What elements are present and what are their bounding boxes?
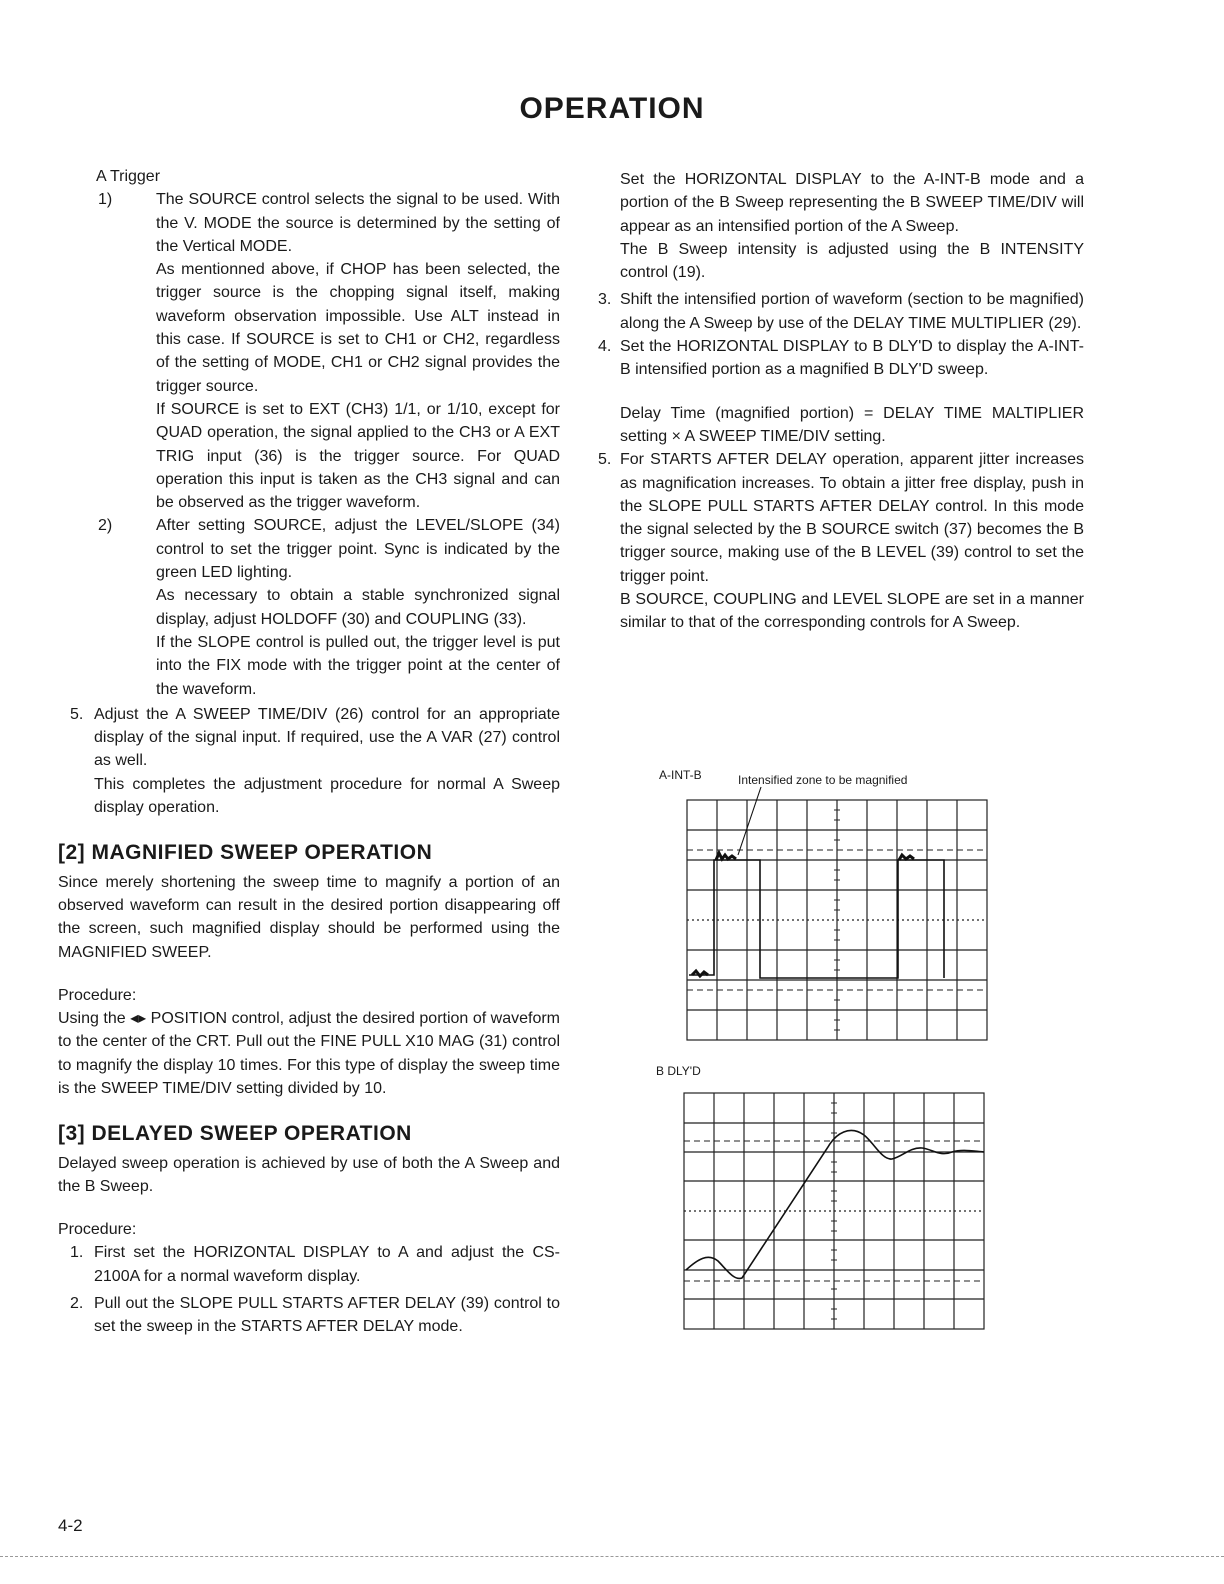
step-4 [598, 335, 1084, 382]
item-number: 3. [598, 291, 612, 309]
square-wave [689, 860, 944, 978]
paragraph: As mentionned above, if CHOP has been selected, the trigger source is the chopping signal itself, making waveform observation impossible. Use ALT instead in this case. If SOURCE is set to CH1 or CH2, regardless of the setting of MODE, CH1 or CH2 signal provides the trigger source. [156, 261, 560, 395]
magnified-waveform [686, 1131, 984, 1279]
paragraph: Since merely shortening the sweep time to magnify a portion of an observed waveform can result in the desired portion disappearing off the screen, such magnified display should be performed using the MAGNIFIED SWEEP. [58, 873, 560, 961]
paragraph: If SOURCE is set to EXT (CH3) 1/1, or 1/10, except for QUAD operation, the signal applied to the CH3 or A EXT TRIG input (36) is the trigger source. For QUAD operation this input is taken as the CH3 signal and can be observed as the trigger waveform. [156, 400, 560, 512]
left-column [58, 165, 560, 1339]
page-number: 4-2 [58, 1516, 83, 1535]
item-number: 1) [98, 191, 113, 209]
intensified-zone [716, 853, 736, 860]
annotation-leader [738, 787, 761, 855]
paragraph: Shift the intensified portion of waveform (section to be magnified) along the A Sweep by use of the DELAY TIME MULTIPLIER (29). [620, 291, 1084, 332]
paragraph: If the SLOPE control is pulled out, the trigger level is put into the FIX mode with the trigger point at the center of the waveform. [156, 633, 560, 698]
section-heading: [3] DELAYED SWEEP OPERATION [58, 1122, 412, 1146]
figure-label-b-dlyd: B DLY'D [656, 1064, 701, 1078]
figure-annotation: Intensified zone to be magnified [738, 773, 908, 787]
paragraph: As necessary to obtain a stable synchronized signal display, adjust HOLDOFF (30) and COUPLING (33). [156, 587, 560, 628]
a-int-b-waveform-figure [680, 785, 995, 1045]
b-dlyd-waveform-figure [678, 1085, 993, 1340]
procedure-label: Procedure: [58, 1221, 137, 1239]
step-5-right [598, 448, 1084, 634]
procedure-label: Procedure: [58, 986, 137, 1004]
step-5 [58, 703, 560, 819]
item-number: 2. [70, 1295, 84, 1313]
item-number: 1. [70, 1244, 84, 1262]
paragraph: Using the ◂▸ POSITION control, adjust the desired portion of waveform to the center of the CRT. Pull out the FINE PULL X10 MAG (31) control to magnify the display 10 times. For this type of display the sweep time is the SWEEP TIME/DIV setting divided by 10. [58, 1010, 560, 1097]
item-number: 4. [598, 338, 612, 356]
paragraph: The SOURCE control selects the signal to be used. With the V. MODE the source is determined by the setting of the Vertical MODE. [156, 191, 560, 255]
step-1 [58, 1241, 560, 1288]
page-title: OPERATION [519, 92, 705, 125]
paragraph: Delayed sweep operation is achieved by use of both the A Sweep and the B Sweep. [58, 1154, 560, 1195]
paragraph: Set the HORIZONTAL DISPLAY to B DLY'D to display the A-INT-B intensified portion as a magnified B DLY'D sweep. [620, 338, 1084, 379]
right-column [598, 168, 1084, 635]
trigger-heading: A Trigger [96, 168, 161, 185]
section-heading: [2] MAGNIFIED SWEEP OPERATION [58, 841, 433, 865]
paragraph: This completes the adjustment procedure for normal A Sweep display operation. [94, 775, 560, 817]
trigger-item-1 [58, 188, 560, 514]
step-3 [598, 288, 1084, 335]
paragraph: Adjust the A SWEEP TIME/DIV (26) control for an appropriate display of the signal input. If required, use the A VAR (27) control as well. [94, 705, 560, 770]
page-bottom-rule [0, 1556, 1224, 1557]
step-2 [58, 1292, 560, 1339]
item-number: 5. [70, 705, 84, 723]
formula: Delay Time (magnified portion) = DELAY TIME MALTIPLIER setting × A SWEEP TIME/DIV setting. [620, 404, 1084, 445]
paragraph: Set the HORIZONTAL DISPLAY to the A-INT-B mode and a portion of the B Sweep representing the B SWEEP TIME/DIV will appear as an intensified portion of the A Sweep. [620, 171, 1084, 235]
paragraph: The B Sweep intensity is adjusted using the B INTENSITY control (19). [620, 240, 1084, 282]
item-number: 5. [598, 451, 612, 469]
item-number: 2) [98, 517, 113, 535]
trigger-item-2 [58, 514, 560, 700]
paragraph: Pull out the SLOPE PULL STARTS AFTER DELAY (39) control to set the sweep in the STARTS AFTER DELAY mode. [94, 1295, 560, 1336]
paragraph: For STARTS AFTER DELAY operation, apparent jitter increases as magnification increases. To obtain a jitter free display, push in the SLOPE PULL STARTS AFTER DELAY control. In this mode the signal selected by the B SOURCE switch (37) becomes the B trigger source, making use of the B LEVEL (39) control to set the trigger point. [620, 451, 1084, 585]
paragraph: First set the HORIZONTAL DISPLAY to A and adjust the CS-2100A for a normal waveform display. [94, 1244, 560, 1285]
paragraph: B SOURCE, COUPLING and LEVEL SLOPE are set in a manner similar to that of the corresponding controls for A Sweep. [620, 591, 1084, 632]
figure-label-a-int-b: A-INT-B [659, 768, 702, 782]
paragraph: After setting SOURCE, adjust the LEVEL/SLOPE (34) control to set the trigger point. Sync is indicated by the green LED lighting. [156, 517, 560, 582]
